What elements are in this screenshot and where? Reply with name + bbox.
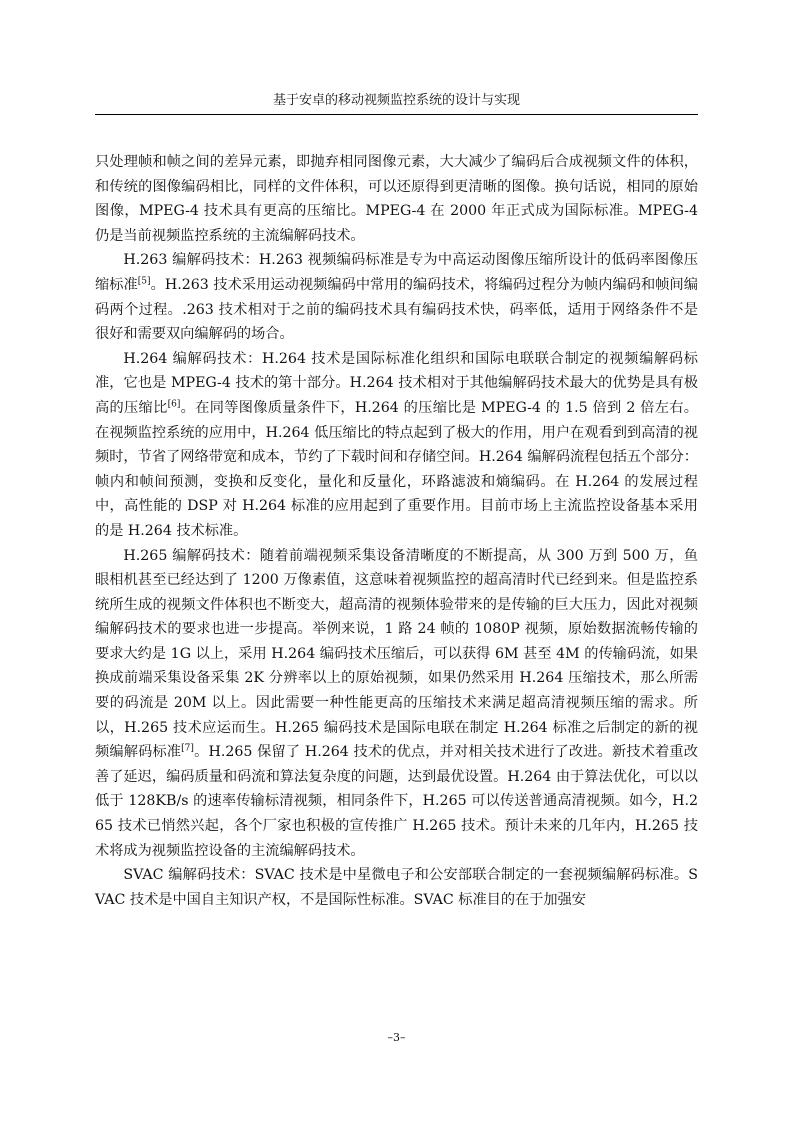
- paragraph: [95, 248, 698, 346]
- citation-ref: [6]: [167, 399, 181, 410]
- paragraph-text: 。H.263 技术采用运动视频编码中常用的编码技术，将编码过程分为帧内编码和帧间编码两个过程。.263 技术相对于之前的编码技术具有编码技术快，码率低，适用于网络条件不是很好和需要双向编解码的场合。: [95, 276, 698, 343]
- body-text: [95, 150, 698, 912]
- citation-ref: [7]: [181, 743, 194, 754]
- paragraph: [95, 150, 698, 248]
- paragraph: [95, 544, 698, 864]
- paragraph-text: 只处理帧和帧之间的差异元素，即抛弃相同图像元素，大大减少了编码后合成视频文件的体积，和传统的图像编码相比，同样的文件体积，可以还原得到更清晰的图像。换句话说，相同的原始图像，MPEG-4 技术具有更高的压缩比。MPEG-4 在 2000 年正式成为国际标准。MPEG-4 仍是当前视频监控系统的主流编解码技术。: [95, 154, 698, 244]
- citation-ref: [5]: [137, 276, 151, 287]
- running-header: [95, 92, 698, 115]
- paragraph-text: H.264 编解码技术：H.264 技术是国际标准化组织和国际电联联合制定的视频编解码标准，它也是 MPEG-4 技术的第十部分。H.264 技术相对于其他编解码技术最大的优势是具有极高的压缩比: [95, 350, 698, 416]
- running-header-title: 基于安卓的移动视频监控系统的设计与实现: [272, 93, 520, 108]
- page-number: –3–: [387, 1031, 406, 1044]
- paragraph-text: H.263 编解码技术：H.263 视频编码标准是专为中高运动图像压缩所设计的低码率图像压缩标准: [95, 252, 698, 293]
- paragraph-text: H.265 编解码技术：随着前端视频采集设备清晰度的不断提高，从 300 万到 500 万，鱼眼相机甚至已经达到了 1200 万像素值，这意味着视频监控的超高清时代已经到来。但是监控系统所生成的视频文件体积也不断变大，超高清的视频体验带来的是传输的巨大压力，因此对视频编解码技术的要求也进一步提高。举例来说，1 路 24 帧的 1080P 视频，原始数据流畅传输的要求大约是 1G 以上，采用 H.264 编码技术压缩后，可以获得 6M 甚至 4M 的传输码流，如果换成前端采集设备采集 2K 分辨率以上的原始视频，如果仍然采用 H.264 压缩技术，那么所需要的码流是 20M 以上。因此需要一种性能更高的压缩技术来满足超高清视频压缩的需求。所以，H.265 技术应运而生。H.265 编码技术是国际电联在制定 H.264 标准之后制定的新的视频编解码标准: [95, 547, 698, 761]
- paragraph-text: 。在同等图像质量条件下，H.264 的压缩比是 MPEG-4 的 1.5 倍到 2 倍左右。在视频监控系统的应用中，H.264 低压缩比的特点起到了极大的作用，用户在观看到到高清的视频时，节省了网络带宽和成本，节约了下载时间和存储空间。H.264 编解码流程包括五个部分：帧内和帧间预测，变换和反变化，量化和反量化，环路滤波和熵编码。在 H.264 的发展过程中，高性能的 DSP 对 H.264 标准的应用起到了重要作用。目前市场上主流监控设备基本采用的是 H.264 技术标准。: [95, 399, 698, 539]
- paragraph: [95, 863, 698, 912]
- paragraph-text: 。H.265 保留了 H.264 技术的优点，并对相关技术进行了改进。新技术着重改善了延迟，编码质量和码流和算法复杂度的问题，达到最优设置。H.264 由于算法优化，可以以低于 128KB/s 的速率传输标清视频，相同条件下，H.265 可以传送普通高清视频。如今，H.265 技术已悄然兴起，各个厂家也积极的宣传推广 H.265 技术。预计未来的几年内，H.265 技术将成为视频监控设备的主流编解码技术。: [95, 744, 698, 859]
- paragraph-text: SVAC 编解码技术：SVAC 技术是中星微电子和公安部联合制定的一套视频编解码标准。SVAC 技术是中国自主知识产权，不是国际性标准。SVAC 标准目的在于加强安: [95, 867, 698, 908]
- paragraph: [95, 347, 698, 544]
